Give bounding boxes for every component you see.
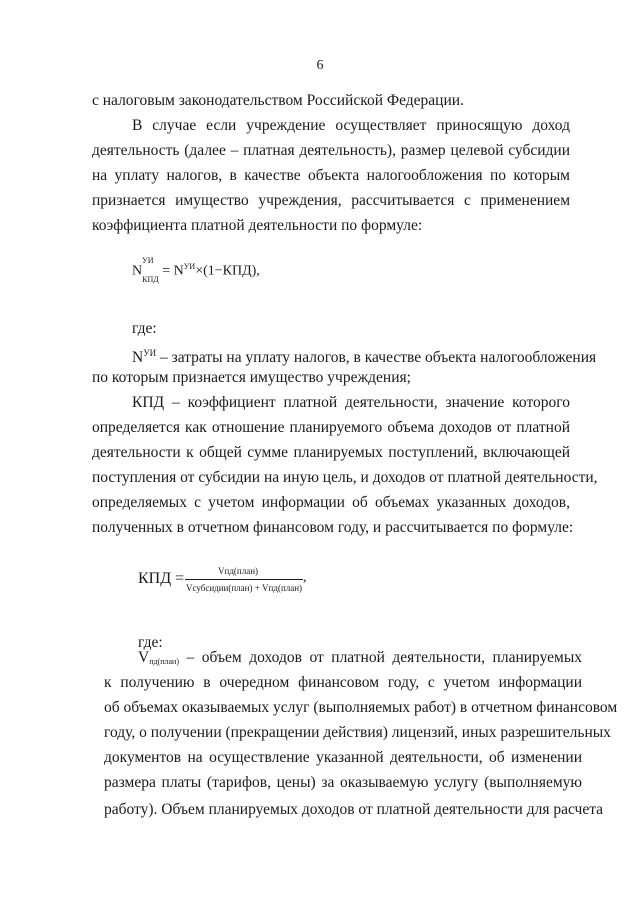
- paragraph-line: деятельность (далее – платная деятельность), размер целевой субсидии: [92, 142, 570, 159]
- where-label: где:: [132, 320, 157, 337]
- where-label: где:: [138, 634, 163, 651]
- definition-line: по которым признается имущество учреждения;: [92, 369, 411, 386]
- formula-nuh-kpd: N УИ $_{КПД} = N^{УИ}\times(1-КПД)$,: [132, 255, 260, 285]
- definition-line: деятельности к общей сумме планируемых поступлений, включающей: [92, 444, 570, 461]
- formula-numerator: Vпд(план): [218, 566, 259, 576]
- definition-line: полученных в отчетном финансовом году, и рассчитывается по формуле:: [92, 519, 574, 536]
- definition-line: определяется как отношение планируемого объема доходов от платной: [92, 419, 570, 436]
- definition-line: Vпд(план) – объем доходов от платной деятельности, планируемых: [138, 649, 582, 666]
- definition-line: работу). Объем планируемых доходов от платной деятельности для расчета: [104, 801, 604, 818]
- page-number: 6: [316, 58, 324, 73]
- paragraph-line: признается имущество учреждения, рассчитывается с применением: [92, 192, 570, 209]
- paragraph-line: с налоговым законодательством Российской Федерации.: [92, 92, 464, 109]
- definition-line: к получению в очередном финансовом году, с учетом информации: [104, 674, 582, 691]
- fraction-bar: [185, 579, 303, 580]
- formula-denominator: Vсубсидии(план) + Vпд(план): [186, 583, 303, 593]
- definition-line: КПД – коэффициент платной деятельности, значение которого: [132, 394, 570, 411]
- definition-line: году, о получении (прекращении действия) лицензий, иных разрешительных: [104, 724, 611, 741]
- definition-line: размера платы (тарифов, цены) за оказываемую услугу (выполняемую: [104, 774, 582, 791]
- definition-line: определяемых с учетом информации об объемах указанных доходов,: [92, 494, 570, 511]
- definition-line: об объемах оказываемых услуг (выполняемых работ) в отчетном финансовом: [104, 699, 618, 716]
- formula-lhs: КПД =: [138, 570, 185, 587]
- paragraph-line: коэффициента платной деятельности по формуле:: [92, 217, 423, 234]
- definition-line: поступления от субсидии на иную цель, и доходов от платной деятельности,: [92, 469, 598, 486]
- formula-tail: ,: [303, 570, 307, 585]
- definition-line: $N^{УИ}$ – затраты на уплату налогов, в качестве объекта налогообложения: [132, 348, 597, 367]
- paragraph-line: на уплату налогов, в качестве объекта налогообложения по которым: [92, 167, 570, 184]
- definition-line: документов на осуществление указанной деятельности, об изменении: [104, 749, 582, 766]
- paragraph-line: В случае если учреждение осуществляет приносящую доход: [132, 117, 570, 134]
